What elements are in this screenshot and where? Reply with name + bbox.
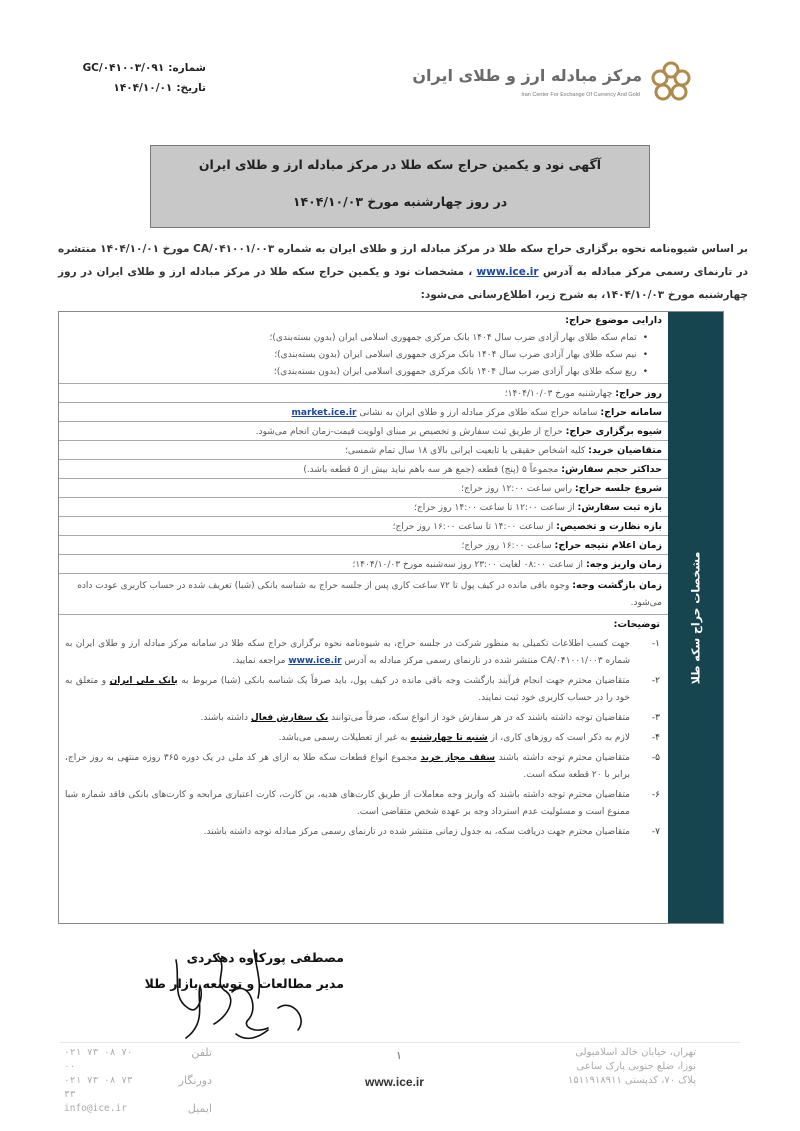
note-text-part: متقاضیان محترم جهت انجام فرآیند بازگشت وجه باقی مانده در کیف پول، باید صرفاً یک شناسه بانکی (شبا) مربوط به — [181, 676, 630, 686]
note-text-part: مجموع انواع قطعات سکه طلا به ازای هر کد ملی در یک دوره ۳۶۵ روزه منتهی به روز حراج، برابر با ۲۰ قطعه سکه است. — [65, 753, 630, 780]
note-text-part: و متعلق به خود را در حساب کاربری خود ثبت نمایند. — [65, 676, 630, 703]
signatory-name: مصطفی پورکاوه دهکردی — [186, 950, 344, 965]
spec-value: راس ساعت ۱۲:۰۰ روز حراج؛ — [461, 484, 573, 494]
date-label: تاریخ: — [176, 82, 206, 94]
footer-fax: ۰۲۱ ۷۳ ۰۸ ۷۳ ۳۳ — [64, 1075, 133, 1100]
note-number: ۵- — [651, 753, 660, 763]
notes-section — [59, 615, 668, 841]
spec-row-allocation-window — [59, 517, 668, 536]
notes-list — [65, 636, 660, 841]
spec-row-auction-day — [59, 384, 668, 403]
address-line: نوزا، ضلع جنوبی پارک ساعی — [576, 1061, 696, 1072]
spec-side-label: مشخصات حراج سکه طلا — [689, 551, 702, 684]
reference-block — [66, 58, 206, 98]
spec-key: زمان اعلام نتیجه حراج: — [554, 540, 662, 551]
spec-side-band — [668, 312, 723, 923]
footer-contact — [64, 1046, 212, 1116]
spec-value: ساعت ۱۶:۰۰ روز حراج؛ — [461, 541, 552, 551]
spec-value: مجموعاً ۵ (پنج) قطعه (جمع هر سه باهم نباید بیش از ۵ قطعه باشد.) — [303, 465, 559, 475]
spec-value: سامانه حراج سکه طلای مرکز مبادله ارز و طلای ایران به نشانی — [359, 408, 598, 418]
spec-row-refund — [59, 574, 668, 615]
list-item — [65, 824, 660, 841]
announcement-subtitle: در روز چهارشنبه مورخ ۱۴۰۴/۱۰/۰۳ — [292, 194, 508, 209]
address-line: پلاک ۷۰، کدپستی ۱۵۱۱۹۱۸۹۱۱ — [567, 1075, 696, 1086]
note-text — [65, 710, 630, 727]
assets-label: دارایی موضوع حراج: — [565, 315, 662, 326]
spec-row-start — [59, 479, 668, 498]
list-item — [65, 750, 660, 784]
reference-number: GC/۰۴۱۰۰۳/۰۹۱ — [82, 62, 165, 74]
spec-value: چهارشنبه مورخ ۱۴۰۴/۱۰/۰۳؛ — [504, 389, 613, 399]
intro-paragraph — [58, 238, 748, 307]
assets-row — [59, 312, 668, 384]
spec-value: وجوه باقی مانده در کیف پول تا ۷۲ ساعت کاری پس از جلسه حراج به شناسه بانکی (شبا) تعریف شده در حساب کاربری عودت داده می‌شود. — [77, 581, 662, 608]
list-item: • ربع سکه طلای بهار آزادی ضرب سال ۱۴۰۴ بانک مرکزی جمهوری اسلامی ایران (بدون بسته‌بندی)؛ — [65, 364, 648, 381]
note-emphasis: شنبه تا چهارشنبه — [410, 733, 488, 743]
note-text-part: مراجعه نمایید. — [232, 656, 286, 666]
spec-row-method — [59, 422, 668, 441]
footer-fax-label: دورنگار — [178, 1074, 212, 1087]
number-label: شماره: — [168, 62, 206, 74]
list-item — [65, 787, 660, 821]
note-text: متقاضیان محترم توجه داشته باشند که واریز وجه معاملات از طریق کارت‌های هدیه، بن کارت، کارت اعتباری مرابحه و کارت‌های بانکی فاقد شماره شبا ممنوع است و مسئولیت عدم استرداد وجه بر عهده شخص متقاضی است. — [65, 790, 630, 817]
spec-value: کلیه اشخاص حقیقی با تابعیت ایرانی بالای ۱۸ سال تمام شمسی؛ — [345, 446, 586, 456]
announcement-title-box — [150, 145, 650, 228]
spec-key: سامانه حراج: — [600, 407, 662, 418]
note-text-part: داشته باشند. — [200, 713, 249, 723]
note-text — [65, 636, 630, 670]
notes-label: توضیحات: — [613, 619, 660, 630]
note-text-part: جهت کسب اطلاعات تکمیلی به منظور شرکت در جلسه حراج، به شیوه‌نامه نحوه برگزاری حراج سکه طلا در سامانه مرکز مبادله ارز و طلای ایران به شماره CA/۰۴۱۰۰۱/۰۰۳ منتشر شده در تارنمای رسمی مرکز مبادله به آدرس — [65, 639, 630, 666]
spec-key: زمان واریز وجه: — [585, 559, 662, 570]
note-number: ۳- — [651, 713, 660, 723]
note-text: متقاضیان محترم جهت دریافت سکه، به جدول زمانی منتشر شده در تارنمای رسمی مرکز مبادله توجه داشته باشند. — [203, 827, 630, 837]
signatory-role: مدیر مطالعات و توسعه بازار طلا — [144, 976, 344, 991]
spec-row-applicants — [59, 441, 668, 460]
signature-block — [114, 945, 344, 997]
logo-title: مرکز مبادله ارز و طلای ایران — [412, 66, 642, 85]
note-number: ۲- — [651, 676, 660, 686]
announcement-title: آگهی نود و یکمین حراج سکه طلا در مرکز مبادله ارز و طلای ایران — [198, 157, 602, 172]
note-number: ۱- — [651, 639, 660, 649]
list-item — [65, 673, 660, 707]
address-line: تهران، خیابان خالد اسلامبولی — [575, 1047, 696, 1058]
spec-key: حداکثر حجم سفارش: — [561, 464, 662, 475]
footer-website-link[interactable]: www.ice.ir — [365, 1075, 424, 1089]
assets-list — [65, 330, 662, 381]
footer-address — [496, 1046, 696, 1088]
market-link[interactable]: market.ice.ir — [291, 408, 357, 418]
spec-content — [59, 312, 668, 923]
note-text-part: متقاضیان توجه داشته باشند که در هر سفارش خود از انواع سکه، صرفاً می‌توانند — [331, 713, 630, 723]
spec-key: زمان بازگشت وجه: — [572, 580, 662, 591]
list-item: • تمام سکه طلای بهار آزادی ضرب سال ۱۴۰۴ بانک مرکزی جمهوری اسلامی ایران (بدون بسته‌بندی)؛ — [65, 330, 648, 347]
reference-date: ۱۴۰۴/۱۰/۰۱ — [113, 82, 173, 94]
spec-value: از ساعت ۰۸:۰۰ لغایت ۲۳:۰۰ روز سه‌شنبه مورخ ۱۴۰۴/۱۰/۰۳؛ — [352, 560, 584, 570]
footer-email-label: ایمیل — [187, 1102, 212, 1115]
spec-key: روز حراج: — [615, 388, 662, 399]
spec-key: شروع جلسه حراج: — [574, 483, 662, 494]
intro-text-1: بر اساس شیوه‌نامه نحوه برگزاری حراج سکه طلا در مرکز مبادله ارز و طلای ایران به شماره CA/۰۴۱۰۰۱/۰۰۳ مورخ ۱۴۰۴/۱۰/۰۱ منتشره در تارنمای رسمی مرکز مبادله به آدرس — [58, 243, 749, 278]
note-text — [65, 750, 630, 784]
footer-email[interactable]: info@ice.ir — [64, 1103, 127, 1114]
spec-key: بازه ثبت سفارش: — [577, 502, 662, 513]
footer-divider — [60, 1042, 740, 1043]
spec-value: از ساعت ۱۲:۰۰ تا ساعت ۱۴:۰۰ روز حراج؛ — [414, 503, 575, 513]
note-emphasis: یک سفارش فعال — [250, 713, 329, 723]
spec-row-payment-time — [59, 555, 668, 574]
footer-phone: ۰۲۱ ۷۳ ۰۸ ۷۰ ۰۰ — [64, 1047, 133, 1072]
page-number: ۱ — [396, 1049, 402, 1062]
list-item — [65, 730, 660, 747]
spec-value: حراج از طریق ثبت سفارش و تخصیص بر مبنای اولویت قیمت-زمان انجام می‌شود. — [255, 427, 563, 437]
note-emphasis: سقف مجاز خرید — [420, 753, 496, 763]
spec-row-order-window — [59, 498, 668, 517]
logo-subtitle: Iran Center For Exchange Of Currency And Gold — [521, 92, 640, 98]
list-item: • نیم سکه طلای بهار آزادی ضرب سال ۱۴۰۴ بانک مرکزی جمهوری اسلامی ایران (بدون بسته‌بندی)؛ — [65, 347, 648, 364]
list-item — [65, 636, 660, 670]
intro-text-2: ، مشخصات نود و یکمین حراج سکه طلا در مرکز مبادله ارز و طلای ایران در روز چهارشنبه مورخ ۱۴۰۴/۱۰/۰۳، به شرح زیر، اطلاع‌رسانی می‌شود: — [58, 266, 748, 301]
auction-spec-table — [58, 311, 724, 924]
spec-key: شیوه برگزاری حراج: — [565, 426, 662, 437]
note-number: ۷- — [651, 827, 660, 837]
spec-key: بازه نظارت و تخصیص: — [556, 521, 662, 532]
note-number: ۶- — [651, 790, 660, 800]
footer-phone-label: تلفن — [191, 1046, 212, 1059]
spec-row-max-order — [59, 460, 668, 479]
note-website-link[interactable]: www.ice.ir — [288, 656, 342, 666]
ice-emblem-icon — [648, 60, 694, 106]
spec-key: متقاضیان خرید: — [588, 445, 662, 456]
list-item — [65, 710, 660, 727]
spec-row-result-time — [59, 536, 668, 555]
intro-website-link[interactable]: www.ice.ir — [476, 266, 539, 278]
note-text-part: لازم به ذکر است که روزهای کاری، از — [490, 733, 630, 743]
note-text — [65, 673, 630, 707]
note-text-part: متقاضیان محترم توجه داشته باشند — [498, 753, 630, 763]
ice-logo — [412, 60, 694, 106]
note-text-part: به غیر از تعطیلات رسمی می‌باشد. — [278, 733, 408, 743]
note-emphasis: بانک ملی ایران — [109, 676, 178, 686]
spec-row-system — [59, 403, 668, 422]
note-text — [65, 730, 630, 747]
spec-value: از ساعت ۱۴:۰۰ تا ساعت ۱۶:۰۰ روز حراج؛ — [392, 522, 554, 532]
note-number: ۴- — [651, 733, 660, 743]
